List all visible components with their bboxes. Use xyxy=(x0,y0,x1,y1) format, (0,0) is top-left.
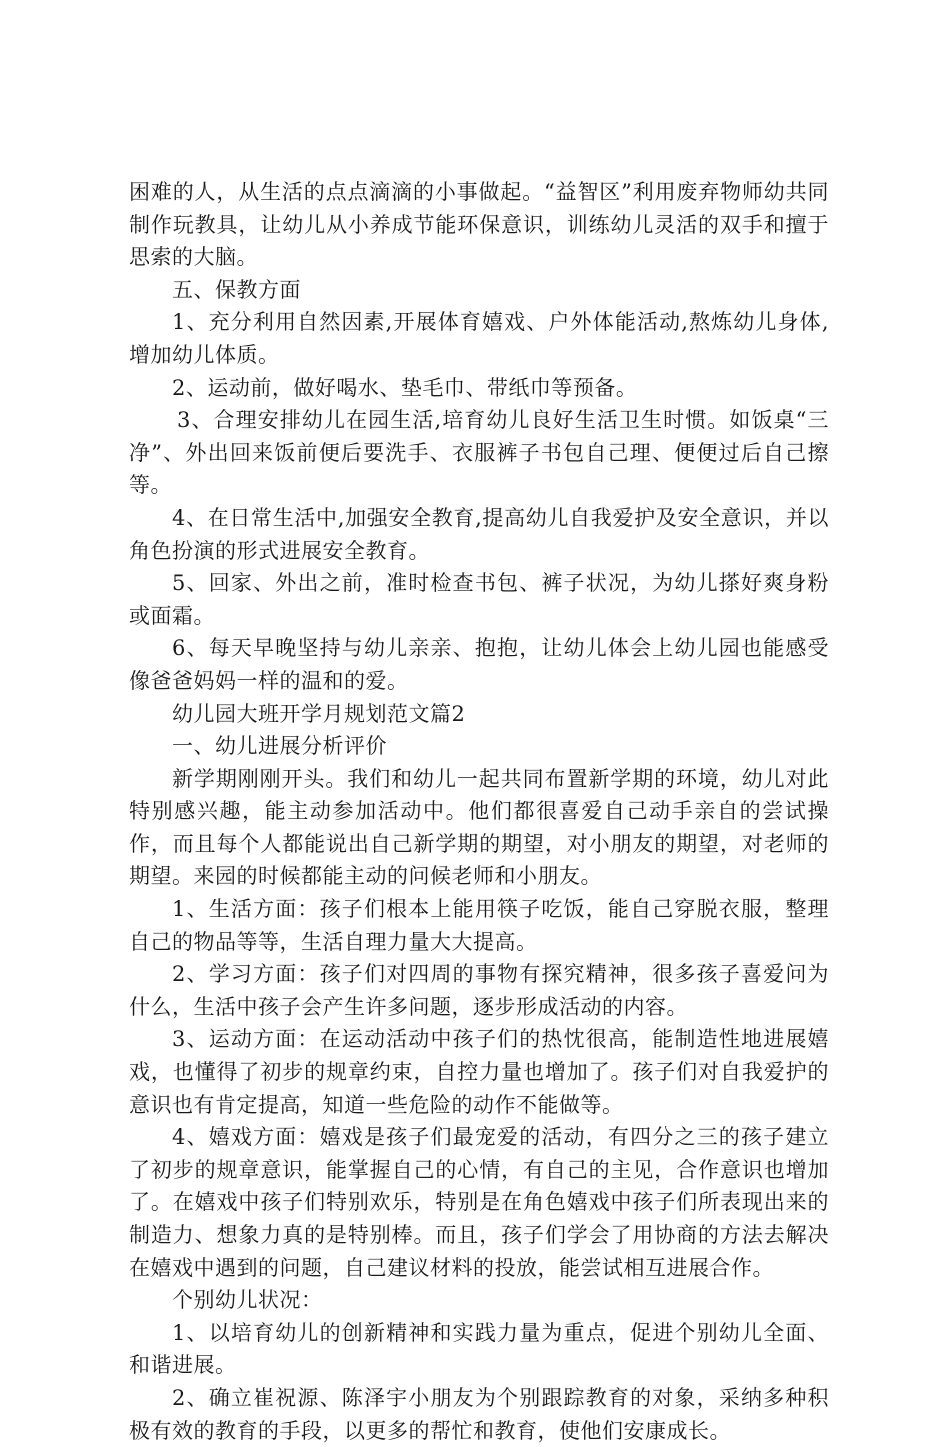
paragraph-item: 1、以培育幼儿的创新精神和实践力量为重点，促进个别幼儿全面、和谐进展。 xyxy=(129,1320,829,1378)
paragraph-item: 6、每天早晚坚持与幼儿亲亲、抱抱，让幼儿体会上幼儿园也能感受像爸爸妈妈一样的温和的爱。 xyxy=(129,636,829,693)
paragraph-item: 1、生活方面：孩子们根本上能用筷子吃饭，能自己穿脱衣服，整理自己的物品等等，生活自理力量大大提高。 xyxy=(129,897,829,954)
paragraph-item: 1、充分利用自然因素,开展体育嬉戏、户外体能活动,熬炼幼儿身体,增加幼儿体质。 xyxy=(129,310,829,367)
paragraph-item: 4、在日常生活中,加强安全教育,提高幼儿自我爱护及安全意识，并以角色扮演的形式进展安全教育。 xyxy=(129,505,829,563)
paragraph-item: 5、回家、外出之前，准时检查书包、裤子状况，为幼儿搽好爽身粉或面霜。 xyxy=(129,571,829,628)
article-title: 幼儿园大班开学月规划范文篇2 xyxy=(172,701,466,726)
paragraph-continuation: 困难的人，从生活的点点滴滴的小事做起。“益智区”利用废弃物师幼共同制作玩教具，让幼儿从小养成节能环保意识，训练幼儿灵活的双手和擅于思索的大脑。 xyxy=(129,180,829,270)
paragraph-item: 2、运动前，做好喝水、垫毛巾、带纸巾等预备。 xyxy=(172,375,638,400)
section-heading-analysis: 一、幼儿进展分析评价 xyxy=(172,734,387,759)
section-heading-baojiao: 五、保教方面 xyxy=(172,277,301,302)
paragraph-item: 2、确立崔祝源、陈泽宇小朋友为个别跟踪教育的对象，采纳多种积极有效的教育的手段，以更多的帮忙和教育，使他们安康成长。 xyxy=(129,1385,829,1443)
document-body xyxy=(129,176,829,1447)
paragraph-item: 3、运动方面：在运动活动中孩子们的热忱很高，能制造性地进展嬉戏，也懂得了初步的规章约束，自控力量也增加了。孩子们对自我爱护的意识也有肯定提高，知道一些危险的动作不能做等。 xyxy=(129,1027,829,1117)
paragraph-item: 4、嬉戏方面：嬉戏是孩子们最宠爱的活动，有四分之三的孩子建立了初步的规章意识，能掌握自己的心情，有自己的主见，合作意识也增加了。在嬉戏中孩子们特别欢乐，特别是在角色嬉戏中孩子们所表现出来的制造力、想象力真的是特别棒。而且，孩子们学会了用协商的方法去解决在嬉戏中遇到的问题，自己建议材料的投放，能尝试相互进展合作。 xyxy=(129,1125,829,1280)
paragraph-item: 2、学习方面：孩子们对四周的事物有探究精神，很多孩子喜爱问为什么，生活中孩子会产生许多问题，逐步形成活动的内容。 xyxy=(129,962,829,1019)
section-heading-individual: 个别幼儿状况： xyxy=(172,1288,323,1313)
paragraph-intro: 新学期刚刚开头。我们和幼儿一起共同布置新学期的环境，幼儿对此特别感兴趣，能主动参加活动中。他们都很喜爱自己动手亲自的尝试操作，而且每个人都能说出自己新学期的期望，对小朋友的期望，对老师的期望。来园的时候都能主动的问候老师和小朋友。 xyxy=(129,766,829,889)
paragraph-item: 3、合理安排幼儿在园生活,培育幼儿良好生活卫生时惯。如饭桌“三净”、外出回来饭前便后要洗手、衣服裤子书包自己理、便便过后自己擦等。 xyxy=(129,408,829,498)
